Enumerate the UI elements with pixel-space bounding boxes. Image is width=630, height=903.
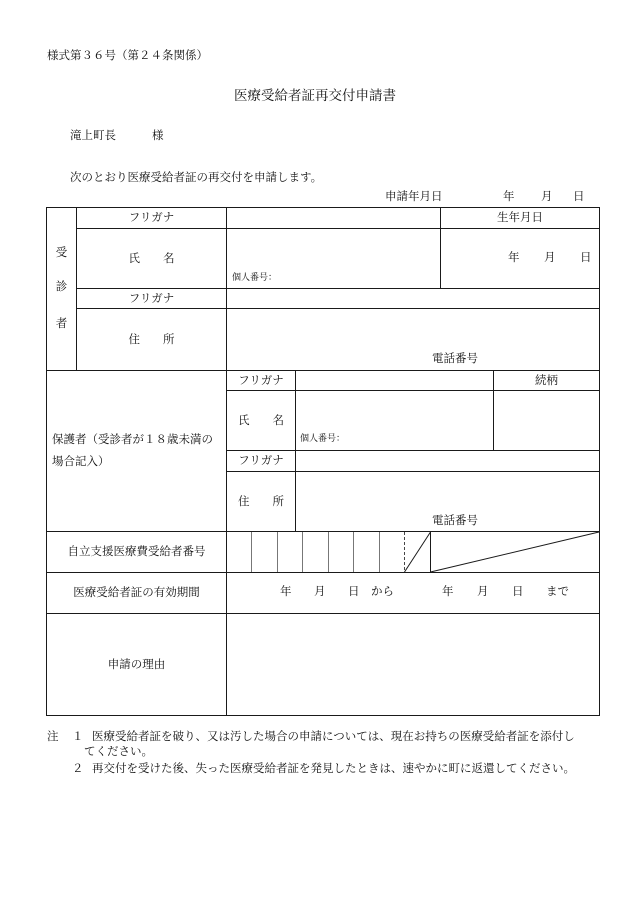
guardian-address-furigana-label-cell bbox=[226, 450, 296, 472]
patient-furigana-label-cell bbox=[76, 207, 227, 229]
guardian-furigana-label: フリガナ bbox=[238, 372, 284, 387]
patient-address-furigana-label: フリガナ bbox=[128, 290, 175, 305]
validity-from-day-unit: 日 bbox=[348, 584, 360, 598]
patient-address-label: 住 所 bbox=[128, 331, 175, 346]
addressee-name: 滝上町長 bbox=[70, 128, 116, 142]
validity-period-field bbox=[226, 572, 600, 614]
patient-address-furigana-field bbox=[226, 288, 600, 309]
unused-area-strike-line bbox=[431, 532, 600, 572]
application-reason-label-cell bbox=[46, 613, 227, 716]
note-text-line: てください。 bbox=[84, 744, 153, 758]
guardian-relationship-field bbox=[493, 390, 600, 451]
patient-address-furigana-label-cell bbox=[76, 288, 227, 309]
certificate-digit-boxes bbox=[227, 532, 599, 572]
intro-text: 次のとおり医療受給者証の再交付を申請します。 bbox=[70, 170, 323, 184]
guardian-my-number-label: 個人番号： bbox=[300, 434, 346, 444]
application-date-year-unit: 年 bbox=[503, 189, 515, 203]
application-reason-field bbox=[226, 613, 600, 716]
validity-period-label: 医療受給者証の有効期間 bbox=[73, 585, 200, 600]
guardian-section-label-line: 保護者（受診者が１８歳未満の bbox=[52, 432, 213, 446]
patient-address-field bbox=[226, 308, 600, 371]
patient-name-label: 氏 名 bbox=[128, 250, 175, 265]
patient-phone-label: 電話番号 bbox=[432, 351, 478, 365]
patient-birth-month-unit: 月 bbox=[544, 250, 556, 264]
patient-birth-day-unit: 日 bbox=[580, 250, 592, 264]
patient-birth-date-label-cell bbox=[440, 207, 600, 229]
application-reason-label: 申請の理由 bbox=[107, 656, 166, 671]
guardian-name-field bbox=[295, 390, 494, 451]
note-text-line: 再交付を受けた後、失った医療受給者証を発見したときは、速やかに町に返還してください。 bbox=[92, 761, 575, 775]
note-text-line: 医療受給者証を破り、又は汚した場合の申請については、現在お持ちの医療受給者証を添付し bbox=[92, 729, 575, 743]
guardian-address-furigana-field bbox=[295, 450, 600, 472]
patient-section-label-cell bbox=[46, 207, 77, 371]
patient-address-label-cell bbox=[76, 308, 227, 371]
validity-from-suffix: から bbox=[371, 584, 394, 598]
guardian-address-field bbox=[295, 471, 600, 532]
validity-from-month-unit: 月 bbox=[314, 584, 326, 598]
validity-to-suffix: まで bbox=[546, 584, 569, 598]
guardian-furigana-field bbox=[295, 370, 494, 391]
certificate-number-label: 自立支援医療費受給者番号 bbox=[67, 544, 206, 559]
validity-to-year-unit: 年 bbox=[442, 584, 454, 598]
unused-box-strike-line bbox=[405, 532, 431, 572]
patient-name-field bbox=[226, 228, 441, 289]
addressee-honorific: 様 bbox=[152, 128, 164, 142]
note-number: ２ bbox=[72, 761, 84, 775]
patient-name-label-cell bbox=[76, 228, 227, 289]
patient-furigana-label: フリガナ bbox=[128, 210, 175, 225]
guardian-name-label: 氏 名 bbox=[238, 412, 284, 427]
guardian-address-label-cell bbox=[226, 471, 296, 532]
patient-furigana-field bbox=[226, 207, 441, 229]
patient-section-char: 者 bbox=[55, 316, 68, 330]
guardian-relationship-label-cell bbox=[493, 370, 600, 391]
guardian-name-label-cell bbox=[226, 390, 296, 451]
patient-section-char: 診 bbox=[55, 279, 68, 293]
form-number: 様式第３６号（第２４条関係） bbox=[47, 48, 208, 62]
guardian-section-label-cell bbox=[46, 370, 227, 532]
patient-section-char: 受 bbox=[55, 245, 68, 259]
form-title: 医療受給者証再交付申請書 bbox=[234, 88, 396, 104]
certificate-number-field bbox=[226, 531, 600, 573]
application-date-month-unit: 月 bbox=[541, 189, 553, 203]
patient-my-number-label: 個人番号： bbox=[232, 273, 278, 283]
validity-from-year-unit: 年 bbox=[280, 584, 292, 598]
patient-birth-date-label: 生年月日 bbox=[497, 210, 543, 225]
note-number: １ bbox=[72, 729, 84, 743]
validity-to-day-unit: 日 bbox=[512, 584, 524, 598]
notes-marker: 注 bbox=[47, 729, 59, 743]
guardian-address-label: 住 所 bbox=[238, 493, 284, 508]
patient-birth-date-field bbox=[440, 228, 600, 289]
patient-birth-year-unit: 年 bbox=[508, 250, 520, 264]
certificate-number-label-cell bbox=[46, 531, 227, 573]
guardian-address-furigana-label: フリガナ bbox=[238, 453, 284, 468]
validity-to-month-unit: 月 bbox=[477, 584, 489, 598]
guardian-section-label-line: 場合記入） bbox=[52, 454, 110, 468]
guardian-relationship-label: 続柄 bbox=[535, 372, 558, 387]
application-date-label: 申請年月日 bbox=[385, 189, 443, 203]
guardian-phone-label: 電話番号 bbox=[432, 513, 478, 527]
application-date-day-unit: 日 bbox=[573, 189, 585, 203]
guardian-furigana-label-cell bbox=[226, 370, 296, 391]
validity-period-label-cell bbox=[46, 572, 227, 614]
